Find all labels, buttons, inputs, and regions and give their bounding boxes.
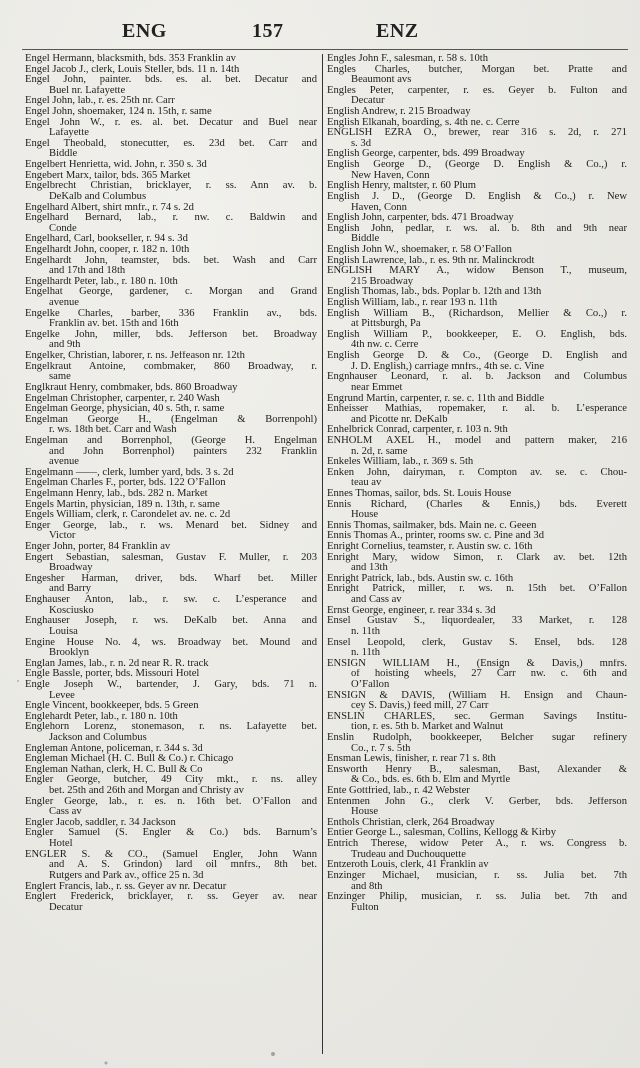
- entry-line: Enslin Rudolph, bookkeeper, Belcher sugar refinery: [327, 733, 627, 743]
- directory-entry: [25, 574, 317, 595]
- directory-entry: [25, 362, 317, 383]
- directory-entry: [327, 425, 627, 436]
- entry-line: Enthols Christian, clerk, 264 Broadway: [327, 817, 495, 828]
- entry-line: Engel Jacob J., clerk, Louis Steller, bds. 11 n. 14th: [25, 64, 240, 75]
- entry-continuation-line: n. 11th: [351, 648, 381, 659]
- entry-line: Engels William, clerk, r. Carondelet av. ne. c. 2d: [25, 510, 231, 521]
- entry-line: Entrich Therese, widow Peter A., r. ws. Congress b.: [327, 839, 627, 850]
- entry-continuation-line: Decatur: [351, 96, 385, 107]
- directory-entry: [25, 818, 317, 829]
- entry-continuation-line: near Emmet: [351, 382, 403, 393]
- directory-entry: [25, 680, 317, 701]
- entry-line: Ensel Gustav S., liquordealer, 33 Market, r. 128: [327, 616, 627, 627]
- entry-continuation-line: Louisa: [49, 626, 78, 637]
- entry-line: Enghauser Joseph, r. ws. DeKalb bet. Anna and: [25, 616, 317, 627]
- entry-line: Engel John, lab., r. es. 25th nr. Carr: [25, 96, 175, 107]
- entry-line: Ennis Thomas, sailmaker, bds. Main ne. c. Geeen: [327, 520, 537, 531]
- entry-line: Engelman Christopher, carpenter, r. 240 Wash: [25, 393, 220, 404]
- directory-entry: [25, 478, 317, 489]
- entry-continuation-line: Trudeau and Duchouquette: [351, 849, 466, 860]
- entry-line: Englkraut Henry, combmaker, bds. 860 Broadway: [25, 382, 238, 393]
- entry-line: Entzeroth Louis, clerk, 41 Franklin av: [327, 860, 489, 871]
- entry-line: English Thomas, lab., bds. Poplar b. 12th and 13th: [327, 287, 542, 298]
- entry-line: ENGLISH MARY A., widow Benson T., museum,: [327, 266, 627, 277]
- directory-entry: [25, 107, 317, 118]
- directory-entry: [327, 765, 627, 786]
- directory-entry: [327, 457, 627, 468]
- entry-continuation-line: Haven, Conn: [351, 202, 407, 213]
- directory-entry: [25, 542, 317, 553]
- directory-entry: [327, 468, 627, 489]
- directory-entry: [327, 712, 627, 733]
- entry-line: ENSIGN & DAVIS, (William H. Ensign and Chaun-: [327, 690, 627, 701]
- entry-line: Engel Theobald, stonecutter, es. 23d bet. Carr and: [25, 138, 317, 149]
- entry-line: Engelhard Albert, shirt mnfr., r. 74 s. 2d: [25, 202, 194, 213]
- directory-entry: [25, 330, 317, 351]
- directory-entry: [25, 797, 317, 818]
- entry-line: Engelkraut Antoine, combmaker, 860 Broadway, r.: [25, 361, 317, 372]
- entry-line: Engebert Marx, tailor, bds. 365 Market: [25, 170, 191, 181]
- directory-entry: [327, 65, 627, 86]
- entry-line: Engle Joseph W., bartender, J. Gary, bds. 71 n.: [25, 679, 317, 690]
- entry-line: Engel John, painter. bds. es. al. bet. Decatur and: [25, 75, 317, 86]
- entry-continuation-line: Brooklyn: [49, 648, 90, 659]
- entry-continuation-line: Co., r. 7 s. 5th: [351, 743, 411, 754]
- entry-continuation-line: Broadway: [49, 563, 93, 574]
- entry-line: Engler George, lab., r. es. n. 16th bet. O’Fallon and: [25, 796, 317, 807]
- entry-continuation-line: Biddle: [351, 234, 380, 245]
- entry-continuation-line: avenue: [49, 457, 79, 468]
- entry-continuation-line: Conde: [49, 223, 77, 234]
- directory-entry: [25, 171, 317, 182]
- entry-continuation-line: Decatur: [49, 902, 83, 913]
- directory-entry: [25, 744, 317, 755]
- entry-continuation-line: same: [49, 372, 71, 383]
- directory-entry: [327, 733, 627, 754]
- entry-line: Ennis Thomas A., printer, rooms sw. c. Pine and 3d: [327, 531, 545, 542]
- entry-line: Engnhauser Leonard, r. al. b. Jackson and Columbus: [327, 372, 627, 383]
- entry-continuation-line: New Haven, Conn: [351, 170, 430, 181]
- entry-line: Engels Martin, physician, 189 n. 13th, r. same: [25, 499, 220, 510]
- directory-entry: [25, 595, 317, 616]
- entry-line: Enright Patrick, lab., bds. Austin sw. c. 16th: [327, 573, 514, 584]
- entry-line: English John, pedlar, r. ws. al. b. 8th and 9th near: [327, 223, 627, 234]
- directory-entry: [327, 818, 627, 829]
- directory-entry: [327, 181, 627, 192]
- left-guide-word: ENG: [122, 20, 167, 42]
- directory-entry: [327, 606, 627, 617]
- directory-entry: [25, 468, 317, 479]
- directory-entry: [327, 892, 627, 913]
- directory-entry: [327, 659, 627, 691]
- directory-entry: [327, 192, 627, 213]
- entry-line: Engler George, butcher, 49 City mkt., r. ns. alley: [25, 775, 317, 786]
- entry-continuation-line: Fulton: [351, 902, 379, 913]
- entry-continuation-line: Franklin av. bet. 15th and 16th: [49, 319, 179, 330]
- directory-entry: [25, 500, 317, 511]
- entry-continuation-line: 215 Broadway: [351, 276, 414, 287]
- directory-entry: [25, 54, 317, 65]
- entry-continuation-line: DeKalb and Columbus: [49, 191, 147, 202]
- directory-entry: [25, 75, 317, 96]
- directory-entry: [327, 309, 627, 330]
- entry-line: English John, carpenter, bds. 471 Broadway: [327, 213, 514, 224]
- directory-entry: [327, 266, 627, 287]
- entry-line: Enright Patrick, miller, r. ws. n. 15th bet. O’Fallon: [327, 584, 627, 595]
- directory-entry: [25, 754, 317, 765]
- entry-line: Engelman and Borrenphol, (George H. Engelman: [25, 435, 317, 446]
- entry-line: ENSIGN WILLIAM H., (Ensign & Davis,) mnfrs.: [327, 658, 627, 669]
- directory-entry: [327, 394, 627, 405]
- directory-entry: [327, 839, 627, 860]
- directory-entry: [25, 510, 317, 521]
- entry-line: Ensel Leopold, clerk, Gustav S. Ensel, bds. 128: [327, 637, 627, 648]
- entry-continuation-line: s. 3d: [351, 138, 372, 149]
- directory-entry: [25, 394, 317, 405]
- entry-line: Ernst George, engineer, r. rear 334 s. 3d: [327, 605, 496, 616]
- entry-line: English William B., (Richardson, Mellier & Co.,) r.: [327, 308, 627, 319]
- entry-continuation-line: O’Fallon: [351, 679, 390, 690]
- entry-line: Enright Mary, widow Simon, r. Clark av. bet. 12th: [327, 552, 627, 563]
- directory-entry: [327, 372, 627, 393]
- entry-line: English George D., (George D. English & Co.,) r.: [327, 160, 627, 171]
- entry-line: Ensman Lewis, finisher, r. rear 71 s. 8th: [327, 754, 496, 765]
- directory-entry: [25, 234, 317, 245]
- directory-entry: [25, 616, 317, 637]
- entry-line: Enzinger Philip, musician, r. ss. Julia bet. 7th and: [327, 892, 627, 903]
- entry-continuation-line: r. ws. 18th bet. Carr and Wash: [49, 425, 177, 436]
- directory-entry: [25, 850, 317, 882]
- entry-continuation-line: bet. 25th and 26th and Morgan and Christy av: [49, 786, 244, 797]
- directory-entry: [327, 860, 627, 871]
- entry-continuation-line: avenue: [49, 298, 79, 309]
- directory-entry: [25, 775, 317, 796]
- entry-continuation-line: Biddle: [49, 149, 78, 160]
- entry-line: English J. D., (George D. English & Co.,) r. New: [327, 191, 627, 202]
- left-column: [25, 54, 317, 913]
- entry-line: Enkeles William, lab., r. 369 s. 5th: [327, 457, 474, 468]
- directory-entry: [25, 203, 317, 214]
- entry-line: Ensworth Henry B., salesman, Bast, Alexander &: [327, 764, 627, 775]
- directory-entry: [25, 521, 317, 542]
- entry-continuation-line: and John Borrenphol) painters 232 Franklin: [49, 446, 317, 457]
- directory-entry: [25, 638, 317, 659]
- directory-entry: [327, 256, 627, 267]
- entry-line: Entenmen John G., clerk V. Gerber, bds. Jefferson: [327, 796, 627, 807]
- directory-entry: [327, 351, 627, 372]
- entry-line: English John W., shoemaker, r. 58 O’Fallon: [327, 244, 512, 255]
- entry-continuation-line: teau av: [351, 478, 382, 489]
- entry-line: ENSLIN CHARLES, sec. German Savings Institu-: [327, 711, 627, 722]
- column-divider: [322, 54, 323, 1054]
- directory-entry: [25, 701, 317, 712]
- header-rule: [22, 49, 628, 50]
- entry-line: Ente Gottfried, lab., r. 42 Webster: [327, 786, 470, 797]
- entry-line: Engelmann Henry, lab., bds. 282 n. Market: [25, 488, 208, 499]
- directory-entry: [25, 892, 317, 913]
- entry-line: Engelbrecht Christian, bricklayer, r. ss. Ann av. b.: [25, 181, 317, 192]
- entry-line: Ennis Richard, (Charles & Ennis,) bds. Everett: [327, 499, 627, 510]
- entry-continuation-line: and 17th and 18th: [49, 266, 126, 277]
- right-guide-word: ENZ: [376, 20, 419, 42]
- entry-line: Engelhard, Carl, bookseller, r. 94 s. 3d: [25, 234, 188, 245]
- entry-line: Engles Charles, butcher, Morgan bet. Pratte and: [327, 64, 627, 75]
- directory-entry: [327, 213, 627, 224]
- directory-entry: [327, 404, 627, 425]
- directory-entry: [25, 404, 317, 415]
- directory-entry: [327, 584, 627, 605]
- entry-line: Enken John, dairyman, r. Compton av. se. c. Chou-: [327, 467, 627, 478]
- directory-entry: [327, 436, 627, 457]
- entry-line: Entier George L., salesman, Collins, Kellogg & Kirby: [327, 828, 557, 839]
- entry-line: Engelke Charles, barber, 336 Franklin av., bds.: [25, 308, 317, 319]
- entry-line: Engelhardt John, teamster, bds. bet. Wash and Carr: [25, 255, 317, 266]
- directory-entry: [327, 107, 627, 118]
- directory-entry: [25, 712, 317, 723]
- entry-line: English William P., bookkeeper, E. O. English, bds.: [327, 329, 627, 340]
- entry-continuation-line: and Picotte nr. DeKalb: [351, 414, 448, 425]
- entry-line: Engine House No. 4, ws. Broadway bet. Mound and: [25, 637, 317, 648]
- entry-line: Englert Frederick, bricklayer, r. ss. Geyer av. near: [25, 892, 317, 903]
- entry-line: Engelhardt John, cooper, r. 182 n. 10th: [25, 244, 190, 255]
- directory-entry: [327, 330, 627, 351]
- directory-entry: [25, 722, 317, 743]
- entry-line: Enzinger Michael, musician, r. ss. Julia bet. 7th: [327, 870, 627, 881]
- entry-line: Enghauser Anton, lab., r. sw. c. L’esperance and: [25, 595, 317, 606]
- directory-entry: [25, 765, 317, 776]
- entry-line: Engelhard Bernard, lab., r. nw. c. Baldwin and: [25, 213, 317, 224]
- entry-line: English William, lab., r. rear 193 n. 11th: [327, 298, 498, 309]
- directory-entry: [327, 160, 627, 181]
- directory-entry: [25, 659, 317, 670]
- directory-entry: [327, 500, 627, 521]
- entry-continuation-line: and 9th: [49, 340, 81, 351]
- directory-entry: [25, 160, 317, 171]
- entry-continuation-line: Rutgers and Park av., office 25 n. 3d: [49, 870, 204, 881]
- directory-entry: [25, 96, 317, 107]
- directory-entry: [25, 489, 317, 500]
- directory-entry: [327, 871, 627, 892]
- entry-line: Englert Francis, lab., r. ss. Geyer av nr. Decatur: [25, 881, 227, 892]
- entry-line: Engelke John, miller, bds. Jefferson bet. Broadway: [25, 329, 317, 340]
- entry-continuation-line: Beaumont avs: [351, 75, 412, 86]
- entry-line: Engleman Antone, policeman, r. 344 s. 3d: [25, 743, 203, 754]
- directory-entry: [25, 139, 317, 160]
- entry-line: Englehorn Lorenz, stonemason, r. ns. Lafayette bet.: [25, 722, 317, 733]
- directory-entry: [25, 669, 317, 680]
- entry-line: ENGLISH EZRA O., brewer, rear 316 s. 2d, r. 271: [327, 128, 627, 139]
- directory-entry: [25, 882, 317, 893]
- directory-entry: [327, 828, 627, 839]
- directory-entry: [327, 542, 627, 553]
- entry-line: Engel Hermann, blacksmith, bds. 353 Franklin av: [25, 54, 236, 64]
- directory-entry: [327, 786, 627, 797]
- entry-line: Enhelbrick Conrad, carpenter, r. 103 n. 9th: [327, 425, 508, 436]
- directory-entry: [25, 277, 317, 288]
- directory-entry: [327, 149, 627, 160]
- entry-line: Engles John F., salesman, r. 58 s. 10th: [327, 54, 488, 64]
- entry-line: Engelker, Christian, laborer, r. ns. Jeffeason nr. 12th: [25, 351, 245, 362]
- directory-entry: [327, 553, 627, 574]
- entry-line: Engesher Harman, driver, bds. Wharf bet. Miller: [25, 573, 317, 584]
- entry-continuation-line: at Pittsburgh, Pa: [351, 319, 421, 330]
- entry-line: ENHOLM AXEL H., model and pattern maker, 216: [327, 435, 627, 446]
- directory-entry: [327, 86, 627, 107]
- directory-entry: [25, 181, 317, 202]
- entry-continuation-line: Levee: [49, 690, 75, 701]
- entry-continuation-line: and Barry: [49, 584, 92, 595]
- entry-line: English George, carpenter, bds. 499 Broadway: [327, 149, 525, 160]
- directory-entry: [25, 351, 317, 362]
- directory-entry: [25, 436, 317, 468]
- entry-line: Engelbert Henrietta, wid. John, r. 350 s. 3d: [25, 160, 207, 171]
- page-number: 157: [252, 20, 284, 42]
- entry-continuation-line: Cass av: [49, 807, 82, 818]
- directory-entry: [25, 553, 317, 574]
- entry-continuation-line: n. 2d, r. same: [351, 446, 408, 457]
- directory-entry: [25, 828, 317, 849]
- entry-line: ENGLER S. & CO., (Samuel Engler, John Wann: [25, 849, 317, 860]
- directory-entry: [327, 638, 627, 659]
- directory-entry: [25, 213, 317, 234]
- entry-line: Engelhat George, gardener, c. Morgan and Grand: [25, 287, 317, 298]
- directory-entry: [25, 309, 317, 330]
- entry-continuation-line: cey S. Davis,) feed mill, 27 Carr: [351, 701, 489, 712]
- entry-line: English Elkanah, boarding, s. 4th ne. c. Cerre: [327, 117, 520, 128]
- directory-entry: [327, 118, 627, 129]
- entry-line: Ennes Thomas, sailor, bds. St. Louis House: [327, 488, 512, 499]
- directory-entry: [327, 574, 627, 585]
- entry-line: Engler Jacob, saddler, r. 34 Jackson: [25, 817, 176, 828]
- right-column: [327, 54, 627, 913]
- directory-entry: [327, 245, 627, 256]
- entry-line: Engelman George, physician, 40 s. 5th, r. same: [25, 404, 225, 415]
- entry-continuation-line: & Co., bds. es. 6th b. Elm and Myrtle: [351, 775, 511, 786]
- entry-continuation-line: and Cass av: [351, 595, 402, 606]
- directory-entry: [327, 616, 627, 637]
- speck: [17, 680, 19, 682]
- entry-line: Engrund Martin, carpenter, r. se. c. 11th and Biddle: [327, 393, 545, 404]
- entry-line: Enheisser Mathias, ropemaker, r. al. b. L’esperance: [327, 404, 627, 415]
- entry-line: English Andrew, r. 215 Broadway: [327, 107, 471, 118]
- directory-entry: [25, 383, 317, 394]
- entry-continuation-line: tion, r. es. 5th b. Market and Walnut: [351, 722, 504, 733]
- entry-continuation-line: Kosciusko: [49, 605, 94, 616]
- entry-line: Engle Bassle, porter, bds. Missouri Hotel: [25, 669, 200, 680]
- directory-entry: [25, 415, 317, 436]
- entry-continuation-line: and 13th: [351, 563, 388, 574]
- entry-continuation-line: House: [351, 510, 379, 521]
- directory-entry: [25, 287, 317, 308]
- directory-entry: [327, 754, 627, 765]
- entry-line: Engles Peter, carpenter, r. es. Geyer b. Fulton and: [327, 85, 627, 96]
- entry-line: Engelman George H., (Engelman & Borrenpohl): [25, 414, 317, 425]
- entry-line: Enger George, lab., r. ws. Menard bet. Sidney and: [25, 520, 317, 531]
- entry-continuation-line: n. 11th: [351, 626, 381, 637]
- directory-entry: [25, 118, 317, 139]
- entry-continuation-line: Victor: [49, 531, 76, 542]
- entry-continuation-line: Jackson and Columbus: [49, 733, 147, 743]
- entry-line: Engel John, shoemaker, 124 n. 15th, r. same: [25, 107, 212, 118]
- entry-continuation-line: House: [351, 807, 379, 818]
- entry-line: English Lawrence, lab., r. es. 9th nr. Malinckrodt: [327, 255, 535, 266]
- entry-continuation-line: Buel nr. Lafayette: [49, 85, 126, 96]
- entry-continuation-line: and A. S. Grindon) lard oil mnfrs., 8th bet.: [49, 860, 317, 871]
- entry-continuation-line: Lafayette: [49, 128, 89, 139]
- entry-line: Englehardt Peter, lab., r. 180 n. 10th: [25, 711, 178, 722]
- directory-entry: [327, 287, 627, 298]
- entry-line: Engelman Charles F., porter, bds. 122 O’Fallon: [25, 478, 226, 489]
- directory-entry: [25, 245, 317, 256]
- entry-continuation-line: 4th nw. c. Cerre: [351, 340, 419, 351]
- entry-line: Englan James, lab., r. n. 2d near R. R. track: [25, 658, 209, 669]
- entry-line: English Henry, maltster, r. 60 Plum: [327, 181, 476, 192]
- directory-entry: [25, 65, 317, 76]
- directory-entry: [327, 691, 627, 712]
- entry-line: Engel John W., r. es. al. bet. Decatur and Buel near: [25, 117, 317, 128]
- directory-entry: [327, 54, 627, 65]
- directory-entry: [327, 298, 627, 309]
- entry-line: Engler Samuel (S. Engler & Co.) bds. Barnum’s: [25, 828, 317, 839]
- entry-line: Engleman Michael (H. C. Bull & Co.) r. Chicago: [25, 754, 234, 765]
- entry-line: Engelhardt Peter, lab., r. 180 n. 10th: [25, 276, 178, 287]
- entry-line: Engert Sebastian, salesman, Gustav F. Muller, r. 203: [25, 552, 317, 563]
- speck: [271, 1052, 275, 1056]
- directory-entry: [327, 521, 627, 532]
- directory-entry: [25, 256, 317, 277]
- directory-entry: [327, 128, 627, 149]
- directory-entry: [327, 531, 627, 542]
- entry-continuation-line: and 8th: [351, 881, 383, 892]
- directory-entry: [327, 489, 627, 500]
- speck: [105, 1062, 108, 1065]
- entry-line: Enright Cornelius, teamster, r. Austin sw. c. 16th: [327, 542, 533, 553]
- entry-line: English George D. & Co., (George D. English and: [327, 351, 627, 362]
- entry-line: Engle Vincent, bookkeeper, bds. 5 Green: [25, 701, 199, 712]
- directory-entry: [327, 224, 627, 245]
- entry-line: Enger John, porter, 84 Franklin av: [25, 542, 171, 553]
- directory-entry: [327, 797, 627, 818]
- entry-continuation-line: J. D. English,) carriage mnfrs., 4th se. c. Vine: [351, 361, 545, 372]
- entry-continuation-line: of hoisting wheels, 27 Carr nw. c. 6th and: [351, 669, 627, 680]
- entry-line: Engelmann ——, clerk, lumber yard, bds. 3 s. 2d: [25, 467, 234, 478]
- entry-line: Engleman Nathan, clerk, H. C. Bull & Co: [25, 764, 203, 775]
- entry-continuation-line: Hotel: [49, 839, 73, 850]
